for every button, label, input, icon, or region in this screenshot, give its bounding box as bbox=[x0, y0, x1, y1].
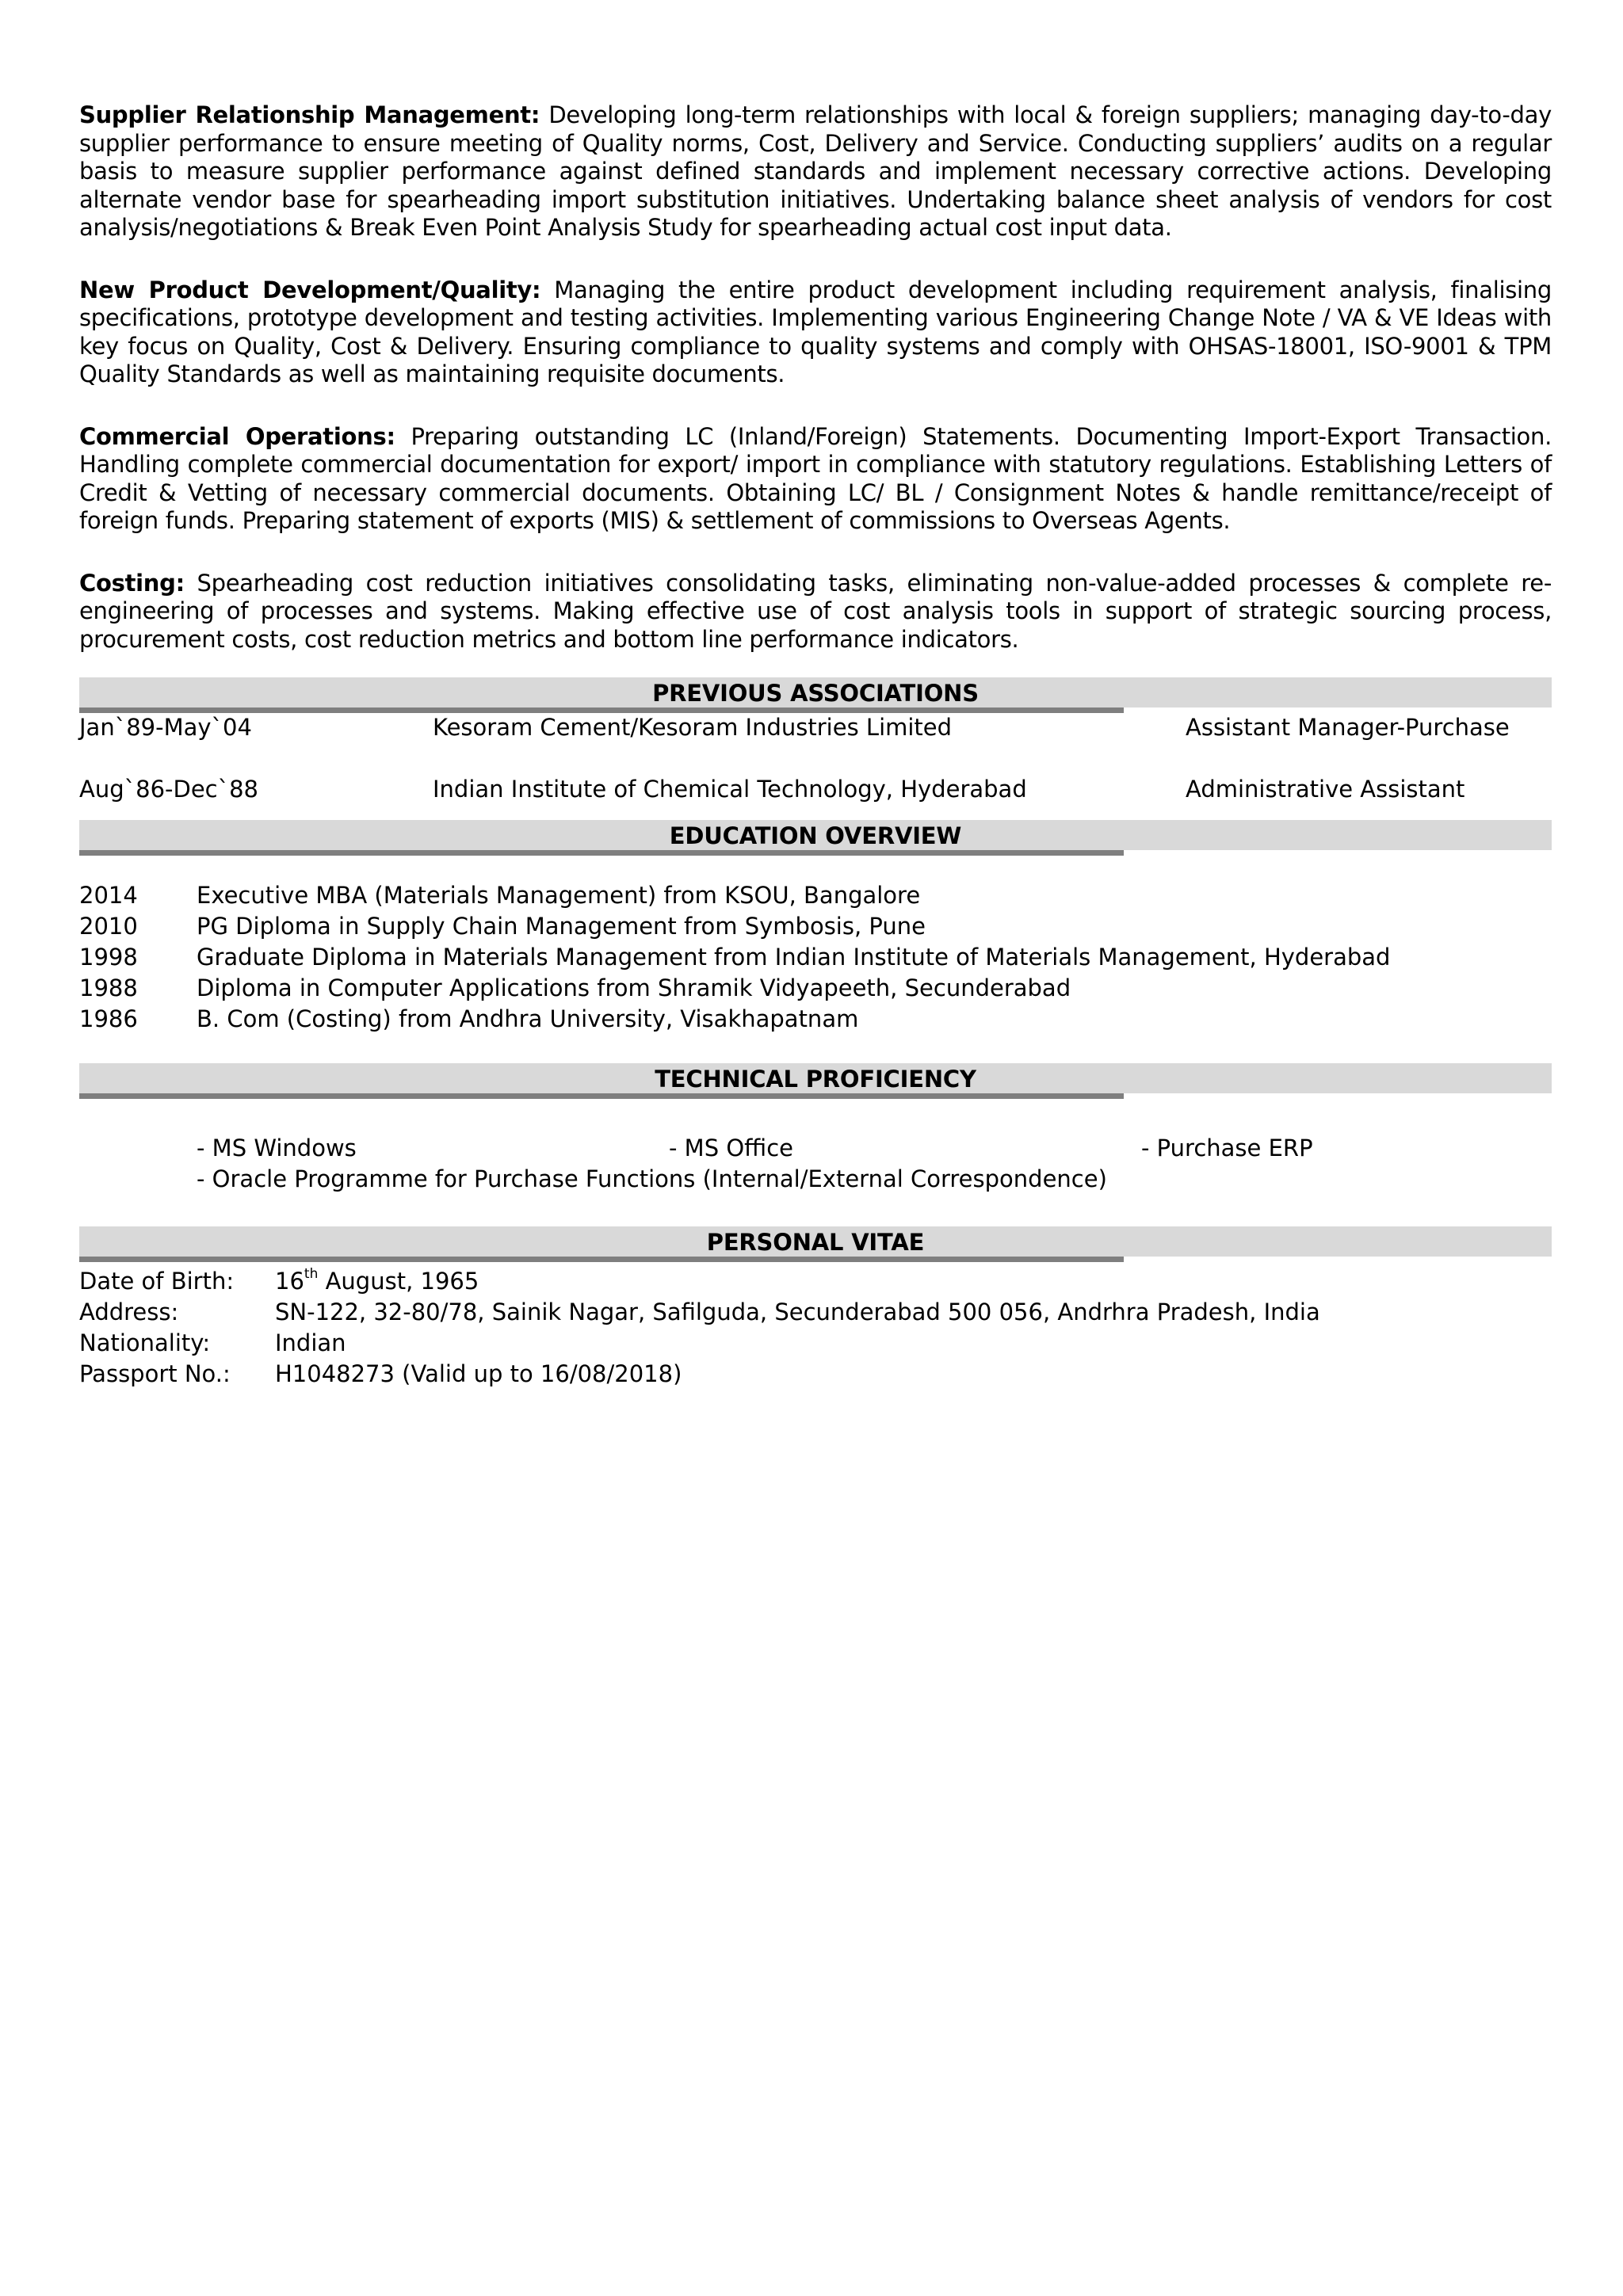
section-header-education-overview bbox=[79, 820, 1552, 855]
technical-list bbox=[79, 1133, 1552, 1195]
association-role: Administrative Assistant bbox=[1186, 776, 1465, 803]
section-header-previous-associations bbox=[79, 677, 1552, 712]
vitae-label: Date of Birth: bbox=[79, 1268, 235, 1295]
education-row bbox=[79, 942, 1552, 973]
dob-suffix: th bbox=[304, 1266, 319, 1283]
technical-row bbox=[79, 1133, 1552, 1164]
technical-item: - Oracle Programme for Purchase Functions (Internal/External Correspondence) bbox=[197, 1165, 1107, 1192]
education-year: 2014 bbox=[79, 882, 138, 909]
education-row bbox=[79, 880, 1552, 911]
education-detail: Diploma in Computer Applications from Shramik Vidyapeeth, Secunderabad bbox=[197, 974, 1071, 1001]
vitae-value bbox=[275, 1266, 479, 1297]
vitae-value: H1048273 (Valid up to 16/08/2018) bbox=[275, 1360, 682, 1387]
paragraph-commercial-operations bbox=[79, 423, 1552, 536]
section-title: PREVIOUS ASSOCIATIONS bbox=[652, 680, 979, 707]
association-row bbox=[79, 712, 1552, 774]
section-header-underline bbox=[79, 1093, 1124, 1099]
personal-vitae-list bbox=[79, 1266, 1552, 1390]
paragraph-heading: Costing: bbox=[79, 569, 185, 597]
dob-rest: August, 1965 bbox=[318, 1268, 479, 1295]
vitae-row-dob bbox=[79, 1266, 1552, 1297]
section-header-technical-proficiency bbox=[79, 1063, 1552, 1098]
education-year: 1998 bbox=[79, 944, 138, 971]
association-period: Jan`89-May`04 bbox=[79, 714, 252, 741]
dob-day: 16 bbox=[275, 1268, 304, 1295]
association-company: Indian Institute of Chemical Technology, Hyderabad bbox=[433, 776, 1027, 803]
education-row bbox=[79, 973, 1552, 1004]
section-title: EDUCATION OVERVIEW bbox=[669, 822, 962, 849]
education-detail: Executive MBA (Materials Management) from KSOU, Bangalore bbox=[197, 882, 921, 909]
technical-item: - MS Windows bbox=[197, 1135, 357, 1161]
paragraph-body: Preparing outstanding LC (Inland/Foreign) Statements. Documenting Import-Export Transaction. Handling complete commercial documentation for export/ import in compliance with statutory regulations. Establishing Letters of Credit & Vetting of necessary commercial documents. Obtaining LC/ BL / Consignment Notes & handle remittance/receipt of foreign funds. Preparing statement of exports (MIS) & settlement of commissions to Overseas Agents. bbox=[79, 422, 1552, 534]
paragraph-heading: Commercial Operations: bbox=[79, 422, 395, 450]
section-header-underline bbox=[79, 850, 1124, 856]
education-year: 1986 bbox=[79, 1005, 138, 1032]
paragraph-body: Spearheading cost reduction initiatives consolidating tasks, eliminating non-value-added processes & complete re-engineering of processes and systems. Making effective use of cost analysis tools in support of strategic sourcing process, procurement costs, cost reduction metrics and bottom line performance indicators. bbox=[79, 569, 1552, 653]
education-detail: Graduate Diploma in Materials Management from Indian Institute of Materials Management, Hyderabad bbox=[197, 944, 1391, 971]
paragraph-costing bbox=[79, 570, 1552, 654]
association-period: Aug`86-Dec`88 bbox=[79, 776, 259, 803]
paragraph-supplier-relationship bbox=[79, 101, 1552, 242]
education-list bbox=[79, 880, 1552, 1035]
paragraph-heading: New Product Development/Quality: bbox=[79, 276, 541, 303]
paragraph-body: Managing the entire product development including requirement analysis, finalising specifications, prototype development and testing activities. Implementing various Engineering Change Note / VA & VE Ideas with key focus on Quality, Cost & Delivery. Ensuring compliance to quality systems and comply with OHSAS-18001, ISO-9001 & TPM Quality Standards as well as maintaining requisite documents. bbox=[79, 276, 1552, 387]
section-header-personal-vitae bbox=[79, 1226, 1552, 1261]
education-row bbox=[79, 1004, 1552, 1035]
paragraph-heading: Supplier Relationship Management: bbox=[79, 101, 540, 128]
education-row bbox=[79, 911, 1552, 942]
paragraph-body: Developing long-term relationships with local & foreign suppliers; managing day-to-day supplier performance to ensure meeting of Quality norms, Cost, Delivery and Service. Conducting suppliers’ audits on a regular basis to measure supplier performance against defined standards and implement necessary corrective actions. Developing alternate vendor base for spearheading import substitution initiatives. Undertaking balance sheet analysis of vendors for cost analysis/negotiations & Break Even Point Analysis Study for spearheading actual cost input data. bbox=[79, 101, 1552, 241]
vitae-row-address bbox=[79, 1297, 1552, 1328]
education-year: 2010 bbox=[79, 913, 138, 940]
vitae-value: Indian bbox=[275, 1329, 346, 1356]
association-row bbox=[79, 774, 1552, 820]
paragraph-new-product bbox=[79, 277, 1552, 389]
vitae-value: SN-122, 32-80/78, Sainik Nagar, Safilguda, Secunderabad 500 056, Andrhra Pradesh, India bbox=[275, 1299, 1320, 1325]
technical-item: - Purchase ERP bbox=[1141, 1135, 1313, 1161]
association-company: Kesoram Cement/Kesoram Industries Limited bbox=[433, 714, 953, 741]
vitae-label: Passport No.: bbox=[79, 1360, 231, 1387]
association-role: Assistant Manager-Purchase bbox=[1186, 714, 1510, 741]
education-year: 1988 bbox=[79, 974, 138, 1001]
section-header-underline bbox=[79, 1257, 1124, 1262]
education-detail: PG Diploma in Supply Chain Management from Symbosis, Pune bbox=[197, 913, 926, 940]
technical-row bbox=[79, 1164, 1552, 1195]
vitae-label: Nationality: bbox=[79, 1329, 211, 1356]
vitae-row-passport bbox=[79, 1359, 1552, 1390]
education-detail: B. Com (Costing) from Andhra University, Visakhapatnam bbox=[197, 1005, 859, 1032]
vitae-label: Address: bbox=[79, 1299, 179, 1325]
section-title: TECHNICAL PROFICIENCY bbox=[655, 1066, 976, 1093]
vitae-row-nationality bbox=[79, 1328, 1552, 1359]
technical-item: - MS Office bbox=[669, 1135, 793, 1161]
section-title: PERSONAL VITAE bbox=[706, 1229, 925, 1256]
resume-content bbox=[79, 101, 1552, 1390]
